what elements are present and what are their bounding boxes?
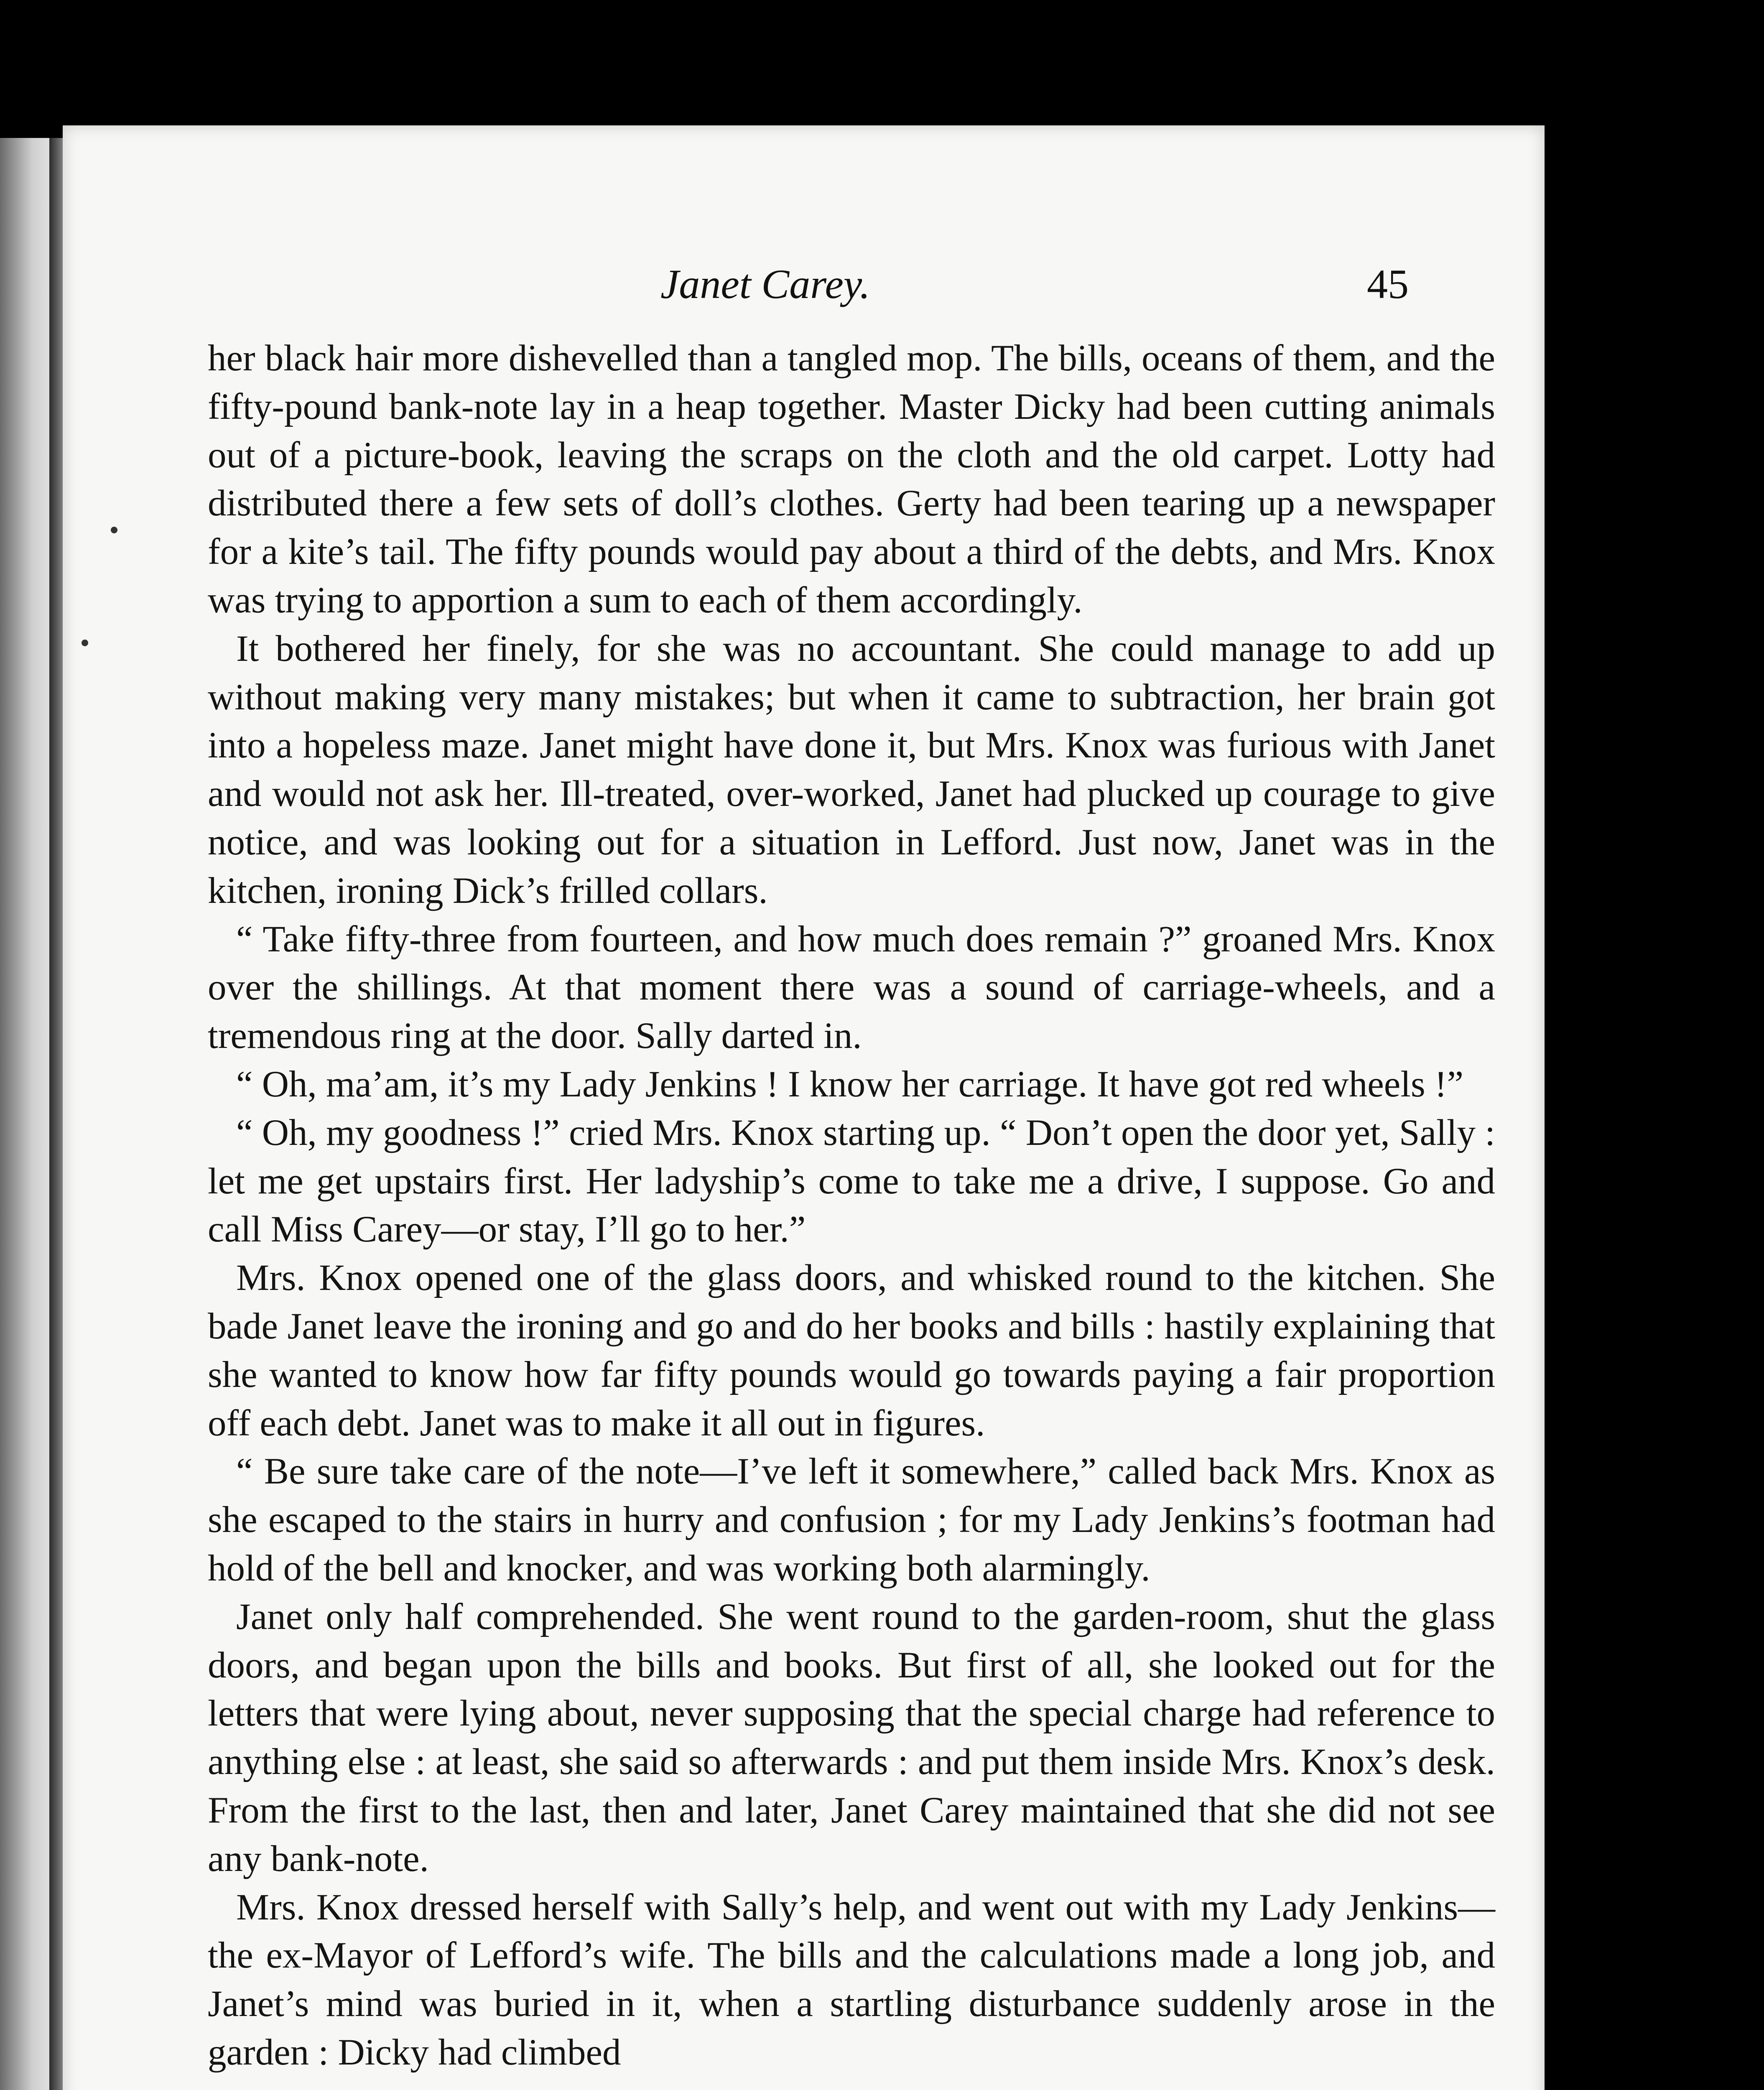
dust-speck (82, 640, 88, 646)
paragraph-9: Mrs. Knox dressed herself with Sally’s help, and went out with my Lady Jenkins—the ex-Mayor of Lefford’s wife. The bills and the calculations made a long job, and Janet’s mind was buried in it, when a startling disturbance suddenly arose in the garden : Dicky had climbed (208, 1886, 1495, 2073)
paragraph-1: her black hair more dishevelled than a tangled mop. The bills, oceans of them, and the fifty-pound bank-note lay in a heap together. Master Dicky had been cutting animals out of a picture-book, leaving the scraps on the cloth and the old carpet. Lotty had distributed there a few sets of doll’s clothes. Gerty had been tearing up a newspaper for a kite’s tail. The fifty pounds would pay about a third of the debts, and Mrs. Knox was trying to apportion a sum to each of them accordingly. (208, 338, 1495, 621)
running-head (63, 251, 1545, 318)
paragraph-8: Janet only half comprehended. She went round to the garden-room, shut the glass doors, and began upon the bills and books. But first of all, she looked out for the letters that were lying about, never supposing that the special charge had reference to anything else : at least, she said so afterwards : and put them inside Mrs. Knox’s desk. From the first to the last, then and later, Janet Carey maintained that she did not see any bank-note. (208, 1596, 1495, 1879)
paragraph-7: “ Be sure take care of the note—I’ve left it somewhere,” called back Mrs. Knox as she escaped to the stairs in hurry and confusion ; for my Lady Jenkins’s footman had hold of the bell and knocker, and was working both alarmingly. (208, 1451, 1495, 1589)
paragraph-5: “ Oh, my goodness !” cried Mrs. Knox starting up. “ Don’t open the door yet, Sally : let me get upstairs first. Her ladyship’s come to take me a drive, I suppose. Go and call Miss Carey—or stay, I’ll go to her.” (208, 1112, 1495, 1250)
paragraph-2: It bothered her finely, for she was no accountant. She could manage to add up without making very many mistakes; but when it came to subtraction, her brain got into a hopeless maze. Janet might have done it, but Mrs. Knox was furious with Janet and would not ask her. Ill-treated, over-worked, Janet had plucked up courage to give notice, and was looking out for a situation in Lefford. Just now, Janet was in the kitchen, ironing Dick’s frilled collars. (208, 628, 1495, 911)
paragraph-6: Mrs. Knox opened one of the glass doors, and whisked round to the kitchen. She bade Janet leave the ironing and go and do her books and bills : hastily explaining that she wanted to know how far fifty pounds would go towards paying a fair proportion off each debt. Janet was to make it all out in figures. (208, 1257, 1495, 1444)
page-number: 45 (1367, 261, 1409, 307)
book-page (63, 125, 1545, 2090)
dust-speck (111, 527, 117, 533)
gutter-shadow (49, 138, 64, 2090)
paragraph-4: “ Oh, ma’am, it’s my Lady Jenkins ! I know her carriage. It have got red wheels !” (236, 1063, 1464, 1105)
paragraph-3: “ Take fifty-three from fourteen, and how much does remain ?” groaned Mrs. Knox over the shillings. At that moment there was a sound of carriage-wheels, and a tremendous ring at the door. Sally darted in. (208, 918, 1495, 1057)
body-text (208, 334, 1495, 2077)
running-title: Janet Carey. (660, 261, 870, 307)
